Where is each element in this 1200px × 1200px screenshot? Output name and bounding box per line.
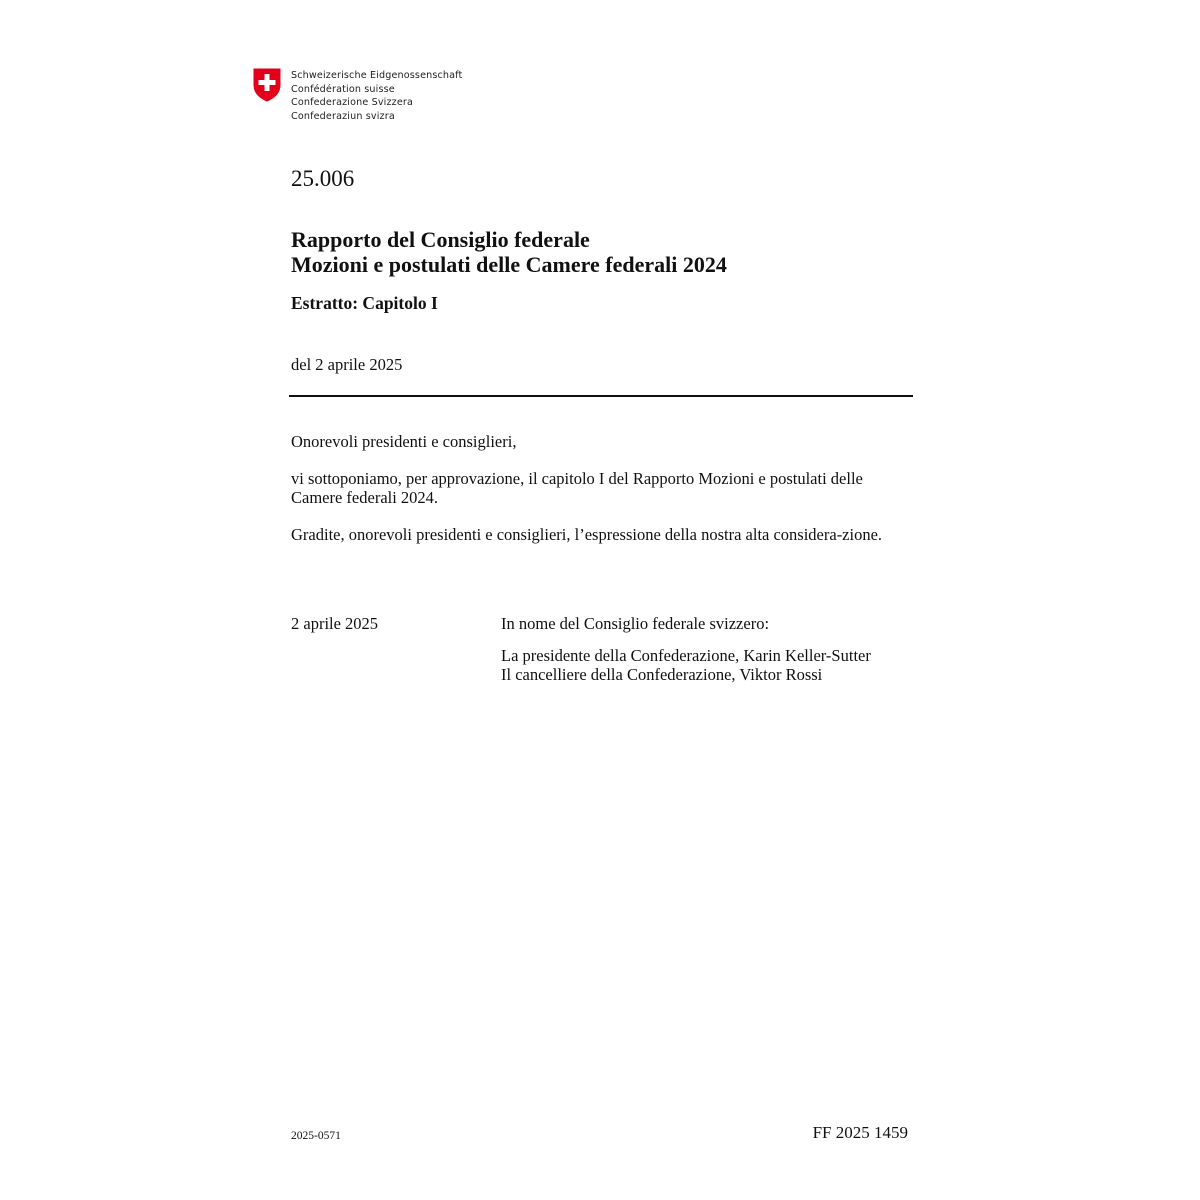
agency-name-fr: Confédération suisse xyxy=(291,83,395,95)
footer-publication: FF 2025 1459 xyxy=(812,1123,908,1142)
document-subtitle: Estratto: Capitolo I xyxy=(291,293,438,313)
signature-intro: In nome del Consiglio federale svizzero: xyxy=(501,614,770,633)
document-number: 25.006 xyxy=(291,166,355,191)
agency-name-de: Schweizerische Eidgenossenschaft xyxy=(291,70,463,81)
signature-date: 2 aprile 2025 xyxy=(291,614,379,633)
agency-name-rm: Confederaziun svizra xyxy=(291,110,395,122)
title-line-2: Mozioni e postulati delle Camere federali 2024 xyxy=(291,252,727,277)
swiss-cross-shield-icon xyxy=(253,68,281,102)
document-date: del 2 aprile 2025 xyxy=(291,355,403,374)
divider xyxy=(289,395,913,397)
agency-name-it: Confederazione Svizzera xyxy=(291,97,414,109)
signature-chancellor: Il cancelliere della Confederazione, Viktor Rossi xyxy=(501,665,823,684)
signature-president: La presidente della Confederazione, Karin Keller-Sutter xyxy=(501,646,871,665)
closing-paragraph: Gradite, onorevoli presidenti e consiglieri, l’espressione della nostra alta considera-zione. xyxy=(291,525,883,544)
signature-block xyxy=(501,614,871,684)
request-paragraph: vi sottoponiamo, per approvazione, il capitolo I del Rapporto Mozioni e postulati delle Camere federali 2024. xyxy=(291,469,863,507)
agency-names xyxy=(291,69,462,123)
cross-horizontal xyxy=(259,80,276,85)
document-title xyxy=(291,227,727,277)
footer-reference: 2025-0571 xyxy=(291,1130,341,1142)
salutation-paragraph: Onorevoli presidenti e consiglieri, xyxy=(291,432,517,451)
title-line-1: Rapporto del Consiglio federale xyxy=(291,227,590,252)
